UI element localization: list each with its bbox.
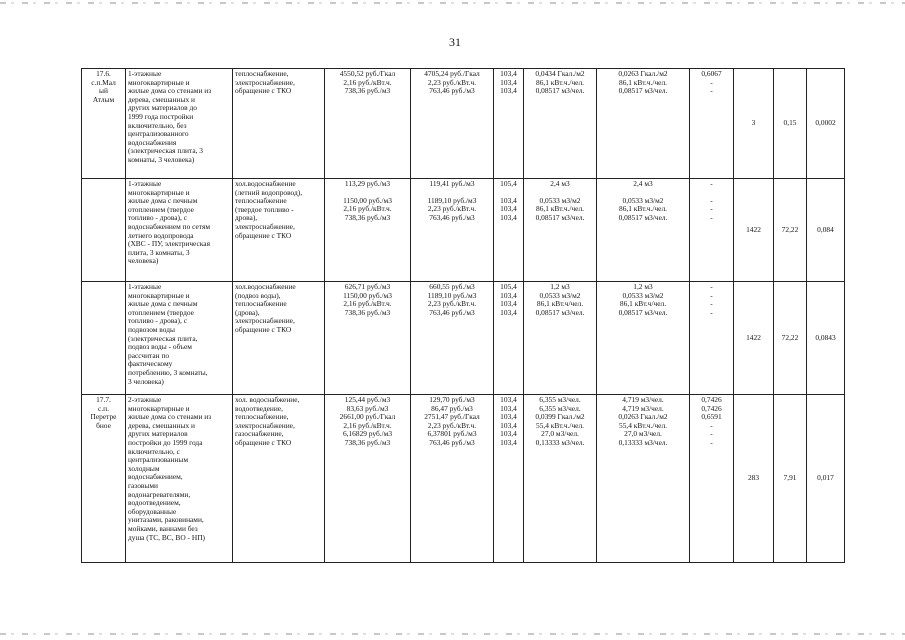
value-cell: 7,91 [774, 395, 807, 563]
cell-line: жилые дома с печным [128, 299, 198, 309]
coefficient-cell [690, 395, 734, 563]
cell-line: теплоснабжение [235, 299, 287, 309]
share-cell: 0,017 [807, 395, 845, 563]
settlement-cell [82, 282, 126, 395]
cell-line: многоквартирные и [128, 77, 190, 87]
cell-line: водоотведением, [128, 498, 181, 508]
housing-category-cell [126, 179, 233, 282]
cell-line: отоплением (твердое [128, 204, 194, 214]
cell-line: 0,0263 Гкал./м2 [618, 412, 668, 422]
settlement-cell [82, 395, 126, 563]
count-cell: 283 [734, 395, 774, 563]
cell-line: 86,47 руб./м3 [431, 403, 473, 413]
cell-line: 103,4 [500, 395, 517, 404]
growth-index-cell [494, 282, 524, 395]
coefficient-cell [690, 282, 734, 395]
cell-line: 0,13333 м3/чел. [535, 437, 585, 447]
norm-current-cell [524, 282, 597, 395]
cell-line: теплоснабжение, [235, 412, 289, 422]
cell-line: холодным [128, 463, 160, 473]
norm-new-cell [597, 69, 690, 179]
cell-line: 2,16 руб./кВт.ч. [343, 77, 392, 87]
cell-line: жилые дома со стенами из [128, 86, 212, 96]
tariff-new-cell [411, 69, 494, 179]
cell-line: 103,4 [500, 195, 517, 205]
cell-line: 103,4 [500, 412, 517, 422]
scan-edge-top [0, 2, 905, 4]
norm-new-cell [597, 282, 690, 395]
cell-line: 0,08517 м3/чел. [535, 212, 585, 222]
cell-line: фактическому [128, 359, 173, 369]
cell-line: 86,1 кВт.ч./чел. [619, 77, 667, 87]
cell-line: 660,55 руб./м3 [429, 282, 475, 291]
cell-line: 2,16 руб./кВт.ч. [343, 299, 392, 309]
cell-line: 103,4 [500, 307, 517, 317]
cell-line: других материалов до [128, 103, 197, 113]
cell-line: 2,16 руб./кВт.ч. [343, 204, 392, 214]
cell-line: - [710, 195, 713, 205]
cell-line: 103,4 [500, 290, 517, 300]
cell-line: 103,4 [500, 429, 517, 439]
share-cell: 0,084 [807, 179, 845, 282]
cell-line: включительно, без [128, 120, 187, 130]
cell-line: 1,2 м3 [550, 282, 570, 291]
cell-line: обращение с ТКО [235, 230, 292, 240]
cell-line: обращение с ТКО [235, 324, 292, 334]
cell-line: дрова), [235, 213, 258, 223]
cell-line: 0,7426 [701, 395, 722, 404]
cell-line: 4550,52 руб./Гкал [339, 69, 396, 78]
cell-line: 1999 года постройки [128, 111, 194, 121]
cell-line: подвозом воды [128, 324, 175, 334]
value-cell: 0,15 [774, 69, 807, 179]
housing-category-cell [126, 395, 233, 563]
cell-line: 4705,24 руб./Гкал [424, 69, 480, 78]
norm-current-cell [524, 179, 597, 282]
scan-edge-bottom [0, 633, 905, 635]
page-number: 31 [449, 35, 461, 49]
cell-line: - [710, 282, 713, 291]
cell-line: обращение с ТКО [235, 437, 292, 447]
cell-line: 103,4 [500, 403, 517, 413]
cell-line: водоснабжением по сетям [128, 221, 211, 231]
coefficient-cell [690, 179, 734, 282]
cell-line: 0,08517 м3/чел. [618, 212, 668, 222]
cell-line: 55,4 кВт.ч./чел. [536, 420, 584, 430]
cell-line: мойками, ваннами без [128, 523, 198, 533]
cell-line: 763,46 руб./м3 [429, 307, 475, 317]
cell-line: 0,08517 м3/чел. [535, 307, 585, 317]
settlement-cell [82, 179, 126, 282]
cell-line: 0,08517 м3/чел. [535, 86, 585, 96]
tariff-table [81, 68, 845, 563]
cell-line: многоквартирные и [128, 187, 190, 197]
cell-line: электроснабжение, [235, 420, 295, 430]
cell-line: с.п. [98, 403, 109, 413]
cell-line: водоотведение, [235, 403, 283, 413]
cell-line: 103,4 [500, 420, 517, 430]
table-row [82, 282, 845, 395]
tariff-current-cell [325, 69, 411, 179]
cell-line: 4,719 м3/чел. [622, 395, 664, 404]
cell-line: 0,0399 Гкал./м2 [535, 412, 585, 422]
cell-line: (электрическая плита, 3 [128, 146, 203, 156]
cell-line: - [710, 307, 713, 317]
cell-line: 6,37801 руб./м3 [427, 429, 477, 439]
cell-line: - [710, 204, 713, 214]
cell-line: 2-этажные [128, 395, 162, 404]
cell-line: 0,0533 м3/м2 [622, 195, 664, 205]
cell-line: бное [96, 420, 111, 430]
cell-line: - [710, 77, 713, 87]
cell-line: 103,4 [500, 212, 517, 222]
cell-line: отоплением (твердое [128, 307, 194, 317]
cell-line: многоквартирные и [128, 403, 190, 413]
cell-line: 17.7. [96, 395, 111, 404]
count-cell: 1422 [734, 179, 774, 282]
cell-line: централизованного [128, 129, 189, 139]
cell-line: 738,36 руб./м3 [344, 86, 391, 96]
norm-current-cell [524, 395, 597, 563]
cell-line: 1189,10 руб./м3 [427, 290, 477, 300]
value-cell: 72,22 [774, 179, 807, 282]
share-cell: 0,0002 [807, 69, 845, 179]
cell-line: 738,36 руб./м3 [344, 212, 391, 222]
cell-line: 27,0 м3/чел. [541, 429, 579, 439]
cell-line: 763,46 руб./м3 [429, 212, 475, 222]
cell-line: 1-этажные [128, 282, 162, 291]
table-row [82, 395, 845, 563]
cell-line: 2,23 руб./кВт.ч. [427, 420, 477, 430]
table-row [82, 69, 845, 179]
cell-line: 0,0533 м3/м2 [622, 290, 664, 300]
cell-line: хол. водоснабжение, [235, 395, 300, 404]
cell-line: 738,36 руб./м3 [344, 437, 391, 447]
cell-line: 103,4 [500, 69, 517, 78]
cell-line: 83,63 руб./м3 [346, 403, 389, 413]
cell-line: 0,13333 м3/чел. [618, 437, 668, 447]
cell-line: 119,41 руб./м3 [429, 179, 475, 188]
cell-line: 103,4 [500, 437, 517, 447]
cell-line: 103,4 [500, 299, 517, 309]
cell-line: 2,4 м3 [633, 179, 653, 188]
cell-line: электроснабжение, [235, 77, 295, 87]
services-cell [233, 179, 325, 282]
services-cell [233, 69, 325, 179]
cell-line: 0,08517 м3/чел. [618, 307, 668, 317]
cell-line: дерева, смешанных и [128, 420, 195, 430]
cell-line: 0,6591 [701, 412, 722, 422]
cell-line: 6,355 м3/чел. [539, 403, 581, 413]
cell-line: 738,36 руб./м3 [344, 307, 391, 317]
cell-line: газовыми [128, 480, 158, 490]
cell-line: 105,4 [500, 179, 517, 188]
cell-line: других материалов [128, 429, 188, 439]
cell-line: 103,4 [500, 204, 517, 214]
cell-line: 17.6. [96, 69, 111, 78]
services-cell [233, 282, 325, 395]
cell-line: теплоснабжение, [235, 69, 289, 78]
tariff-current-cell [325, 395, 411, 563]
norm-new-cell [597, 179, 690, 282]
cell-line: - [710, 420, 713, 430]
cell-line: 0,0533 м3/м2 [539, 195, 581, 205]
coefficient-cell [690, 69, 734, 179]
cell-line: - [710, 290, 713, 300]
cell-line: 86,1 кВт.ч/чел. [536, 299, 584, 309]
cell-line: ый [99, 86, 108, 96]
cell-line: (электрическая плита, [128, 333, 198, 343]
cell-line: 6,16829 руб./м3 [342, 429, 393, 439]
housing-category-cell [126, 282, 233, 395]
cell-line: - [710, 212, 713, 222]
cell-line: топливо - дрова), с [128, 316, 187, 326]
growth-index-cell [494, 69, 524, 179]
cell-line: водонагревателями, [128, 489, 191, 499]
cell-line: централизованным [128, 455, 188, 465]
cell-line: - [710, 437, 713, 447]
cell-line: плита, 3 комнаты, 3 [128, 247, 190, 257]
cell-line: постройки до 1999 года [128, 437, 203, 447]
cell-line: человека) [128, 256, 159, 266]
cell-line: с.п.Мал [91, 77, 116, 87]
cell-line: 125,44 руб./м3 [344, 395, 391, 404]
cell-line: - [710, 179, 713, 188]
cell-line: хол.водоснабжение [235, 179, 296, 188]
norm-current-cell [524, 69, 597, 179]
cell-line: электроснабжение, [235, 221, 295, 231]
cell-line: летнего водопровода [128, 230, 194, 240]
cell-line: водоснабжением, [128, 472, 183, 482]
cell-line: 1-этажные [128, 69, 162, 78]
cell-line: 105,4 [500, 282, 517, 291]
housing-category-cell [126, 69, 233, 179]
cell-line: рассчитан по [128, 350, 170, 360]
cell-line: (твердое топливо - [235, 204, 294, 214]
table-row [82, 179, 845, 282]
cell-line: 2,16 руб./кВт.ч. [343, 420, 392, 430]
cell-line: 2,4 м3 [550, 179, 570, 188]
cell-line: Перетре [90, 412, 117, 422]
cell-line: 1,2 м3 [633, 282, 653, 291]
cell-line: 3 человека) [128, 376, 164, 386]
cell-line: теплоснабжение [235, 196, 287, 206]
cell-line: 0,7426 [701, 403, 722, 413]
cell-line: душа (ТС, ВС, ВО - НП) [128, 532, 205, 542]
cell-line: - [710, 299, 713, 309]
cell-line: 1-этажные [128, 179, 162, 188]
count-cell: 1422 [734, 282, 774, 395]
cell-line: 626,71 руб./м3 [344, 282, 391, 291]
tariff-current-cell [325, 179, 411, 282]
cell-line: 0,0533 м3/м2 [539, 290, 581, 300]
services-cell [233, 395, 325, 563]
cell-line: водоснабжения [128, 137, 177, 147]
cell-line: 129,70 руб./м3 [429, 395, 475, 404]
cell-line: 103,4 [500, 86, 517, 96]
cell-line: хол.водоснабжение [235, 282, 296, 291]
share-cell: 0,0843 [807, 282, 845, 395]
cell-line: 0,6067 [701, 69, 722, 78]
cell-line: 27,0 м3/чел. [624, 429, 662, 439]
cell-line: (ХВС - ПУ, электрическая [128, 239, 210, 249]
cell-line: 86,1 кВт.ч./чел. [536, 77, 584, 87]
cell-line: 86,1 кВт.ч./чел. [619, 204, 667, 214]
cell-line: газоснабжение, [235, 429, 284, 439]
cell-line: 113,29 руб./м3 [344, 179, 391, 188]
value-cell: 72,22 [774, 282, 807, 395]
growth-index-cell [494, 179, 524, 282]
cell-line: 6,355 м3/чел. [539, 395, 581, 404]
cell-line: включительно, с [128, 446, 180, 456]
cell-line: дерева, смешанных и [128, 94, 195, 104]
tariff-current-cell [325, 282, 411, 395]
cell-line: жилые дома со стенами из [128, 412, 212, 422]
cell-line: 2,23 руб./кВт.ч. [427, 204, 477, 214]
cell-line: жилые дома с печным [128, 196, 198, 206]
cell-line: 1189,10 руб./м3 [427, 195, 477, 205]
cell-line: топливо - дрова), с [128, 213, 187, 223]
cell-line: 86,1 кВт.ч/чел. [619, 299, 667, 309]
cell-line: (подвоз воды), [235, 290, 281, 300]
cell-line: 55,4 кВт.ч./чел. [619, 420, 667, 430]
norm-new-cell [597, 395, 690, 563]
tariff-new-cell [411, 179, 494, 282]
cell-line: 4,719 м3/чел. [622, 403, 664, 413]
cell-line: - [710, 86, 713, 96]
tariff-new-cell [411, 282, 494, 395]
cell-line: унитазами, раковинами, [128, 515, 204, 525]
cell-line: 2661,00 руб./Гкал [339, 412, 396, 422]
cell-line: 763,46 руб./м3 [429, 86, 475, 96]
cell-line: 2751,47 руб./Гкал [424, 412, 480, 422]
cell-line: - [710, 429, 713, 439]
cell-line: электроснабжение, [235, 316, 295, 326]
cell-line: 0,0263 Гкал./м2 [618, 69, 668, 78]
count-cell: 3 [734, 69, 774, 179]
cell-line: оборудованные [128, 506, 177, 516]
cell-line: Атлым [92, 94, 115, 104]
cell-line: обращение с ТКО [235, 86, 292, 96]
cell-line: (дрова), [235, 307, 260, 317]
cell-line: потреблению, 3 комнаты, [128, 367, 208, 377]
cell-line: 2,23 руб./кВт.ч. [427, 299, 477, 309]
cell-line: 0,0434 Гкал./м2 [535, 69, 585, 78]
cell-line: комнаты, 3 человека) [128, 154, 195, 164]
cell-line: 1150,00 руб./м3 [343, 195, 392, 205]
tariff-new-cell [411, 395, 494, 563]
growth-index-cell [494, 395, 524, 563]
cell-line: (летний водопровод), [235, 187, 303, 197]
settlement-cell [82, 69, 126, 179]
cell-line: 103,4 [500, 77, 517, 87]
cell-line: 86,1 кВт.ч./чел. [536, 204, 584, 214]
cell-line: многоквартирные и [128, 290, 190, 300]
cell-line: подвоз воды - объем [128, 342, 192, 352]
cell-line: 2,23 руб./кВт.ч. [427, 77, 477, 87]
cell-line: 0,08517 м3/чел. [618, 86, 668, 96]
cell-line: 1150,00 руб./м3 [343, 290, 392, 300]
cell-line: 763,46 руб./м3 [429, 437, 475, 447]
